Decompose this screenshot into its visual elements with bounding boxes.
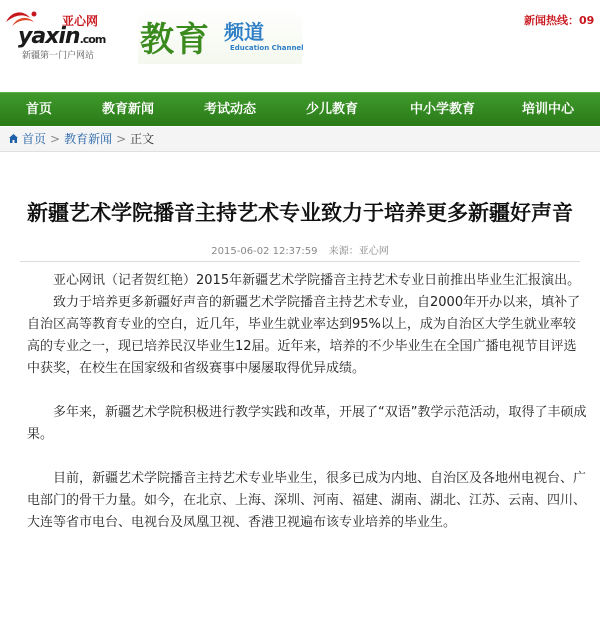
breadcrumb	[0, 127, 600, 152]
article-date: 2015-06-02 12:37:59	[211, 246, 318, 257]
breadcrumb-separator: >	[50, 132, 61, 146]
article-title: 新疆艺术学院播音主持艺术专业致力于培养更多新疆好声音	[27, 200, 573, 226]
home-icon	[8, 133, 19, 144]
breadcrumb-home-link[interactable]: 首页	[22, 132, 47, 146]
logo-chinese-text: 亚心网	[62, 14, 99, 28]
nav-item-k12-edu[interactable]: 中小学教育	[410, 102, 476, 117]
nav-item-edu-news[interactable]: 教育新闻	[102, 102, 155, 117]
channel-subtitle: 频道	[224, 20, 264, 44]
logo-slogan: 新疆第一门户网站	[22, 51, 95, 61]
article-paragraph: 亚心网讯（记者贺红艳）2015年新疆艺术学院播音主持艺术专业日前推出毕业生汇报演出。	[53, 273, 581, 288]
nav-item-home[interactable]: 首页	[26, 102, 53, 117]
article-paragraph: 多年来，新疆艺术学院积极进行教学实践和改革，开展了“双语”教学示范活动，取得了丰硕成果。	[27, 405, 587, 442]
main-nav	[0, 92, 600, 126]
nav-item-training[interactable]: 培训中心	[522, 102, 575, 117]
channel-english-name: Education Channel	[230, 44, 304, 52]
site-header	[0, 0, 600, 90]
article-source: 来源：亚心网	[328, 246, 389, 257]
news-hotline: 新闻热线：09	[524, 14, 595, 27]
article-meta	[0, 242, 600, 257]
breadcrumb-separator: >	[116, 132, 127, 146]
channel-banner[interactable]	[138, 8, 302, 64]
logo-english-text: yaxin.com	[18, 24, 106, 49]
nav-item-kids-edu[interactable]: 少儿教育	[306, 102, 359, 117]
channel-title: 教育	[140, 20, 210, 60]
article-body	[27, 270, 587, 534]
nav-item-exam-news[interactable]: 考试动态	[204, 102, 257, 117]
article-paragraph: 目前，新疆艺术学院播音主持艺术专业毕业生，很多已成为内地、自治区及各地州电视台、广电部门的骨干力量。如今，在北京、上海、深圳、河南、福建、湖南、湖北、江苏、云南、四川、大连等省市电台、电视台及凤凰卫视、香港卫视遍布该专业培养的毕业生。	[27, 471, 587, 530]
breadcrumb-section-link[interactable]: 教育新闻	[64, 132, 113, 146]
article-paragraph: 致力于培养更多新疆好声音的新疆艺术学院播音主持艺术专业，自2000年开办以来，填补了自治区高等教育专业的空白，近几年，毕业生就业率达到95%以上，成为自治区大学生就业率较高的专业之一，现已培养民汉毕业生12届。近年来，培养的不少毕业生在全国广播电视节目评选中获奖，在校生在国家级和省级赛事中屡屡取得优异成绩。	[27, 295, 581, 376]
title-divider	[20, 261, 580, 262]
breadcrumb-current: 正文	[130, 132, 155, 146]
site-logo[interactable]	[4, 8, 132, 64]
